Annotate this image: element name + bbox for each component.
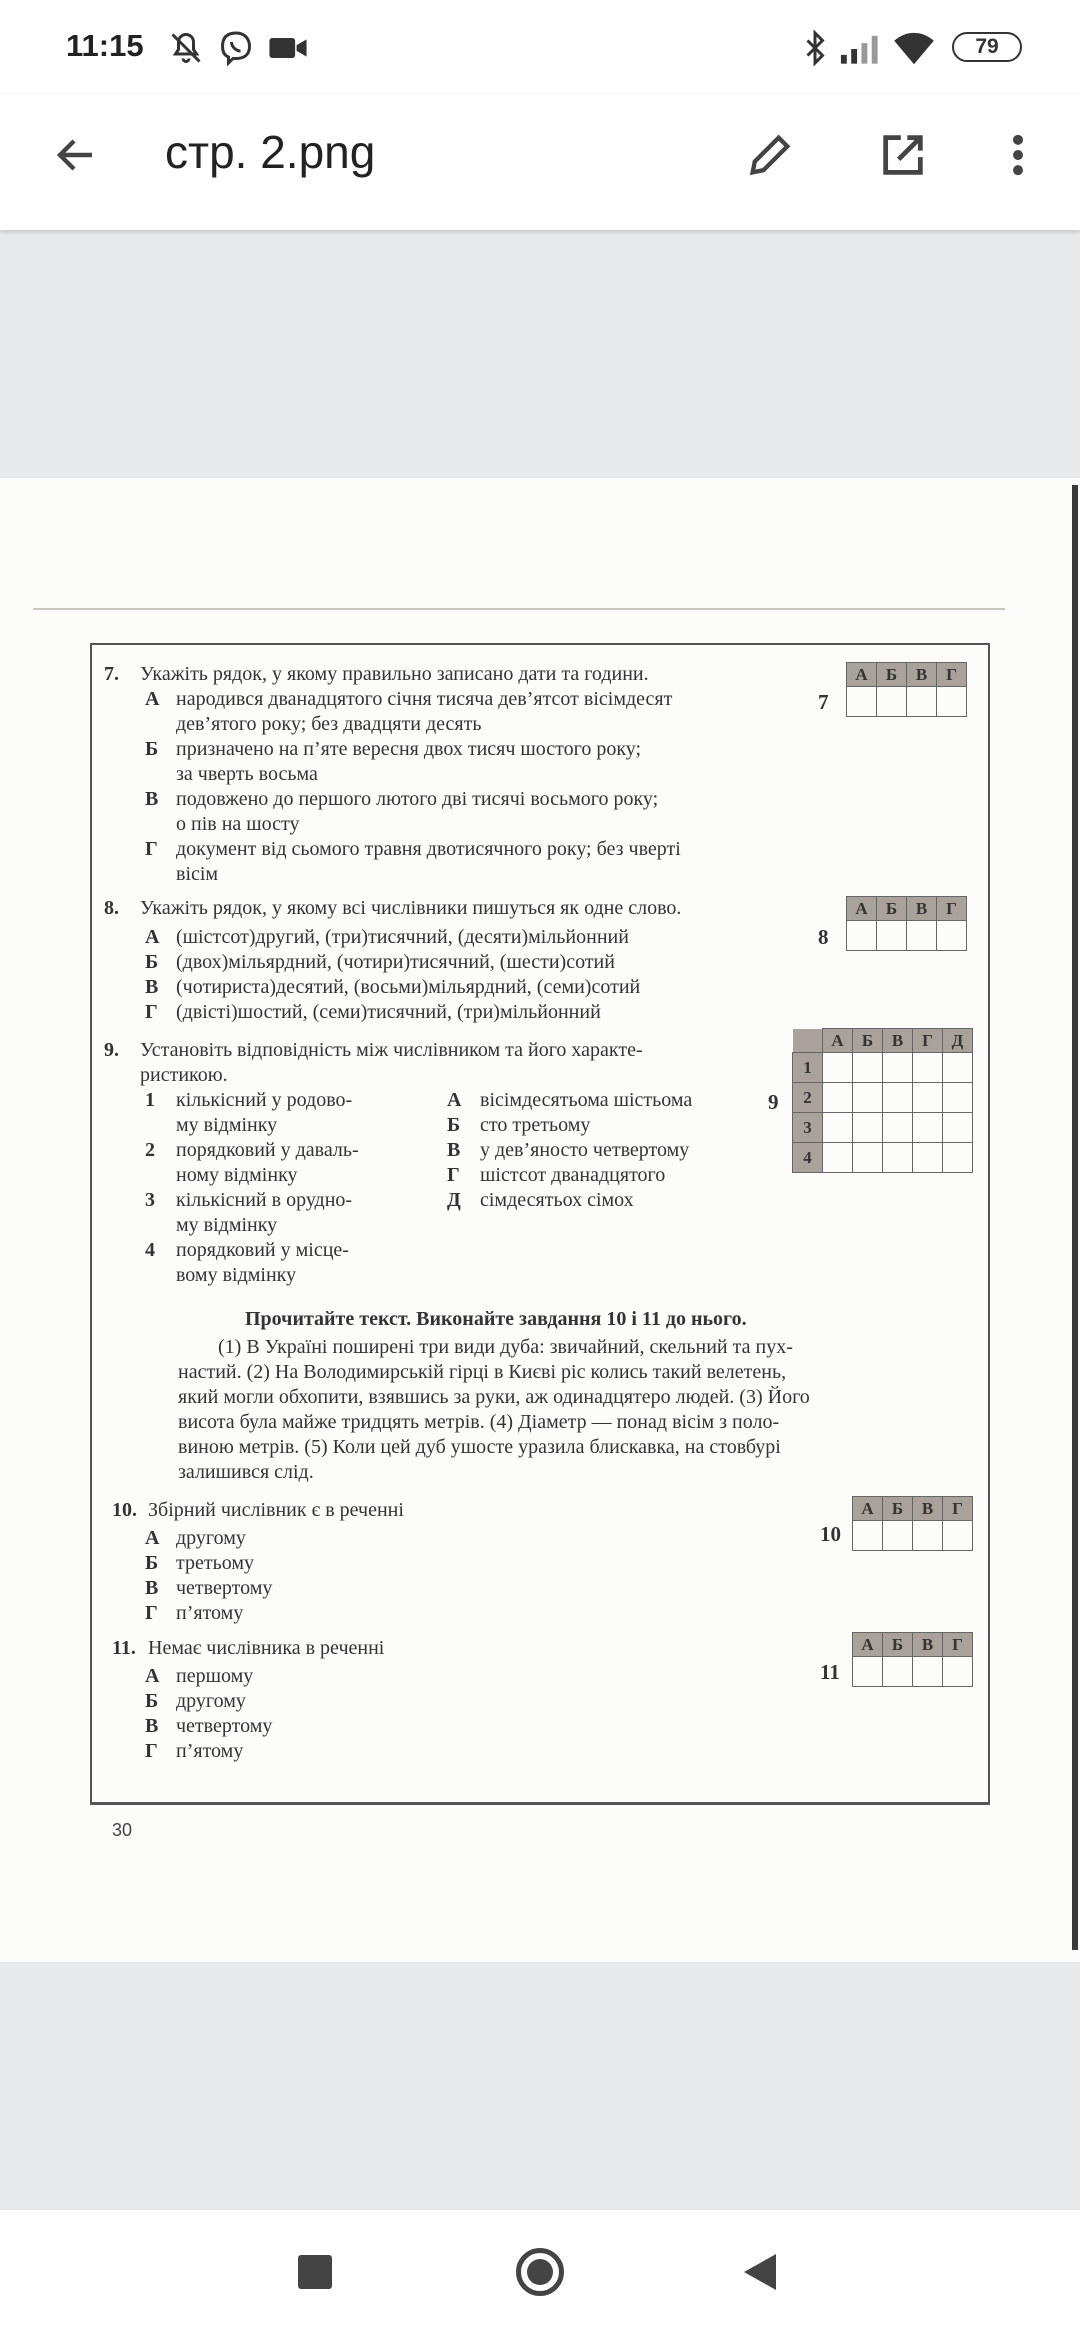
battery-level: 79 xyxy=(975,35,999,58)
question-number: 11. xyxy=(112,1637,136,1659)
answer-cell xyxy=(943,1657,973,1687)
answer-grid xyxy=(846,896,967,951)
answer-cell xyxy=(883,1143,913,1173)
page-rule xyxy=(33,608,1005,610)
option-text: порядковий у даваль- xyxy=(176,1139,359,1161)
option-text: (двох)мільярдний, (чотири)тисячний, (шести)сотий xyxy=(176,951,615,973)
option-text: у дев’яносто четвертому xyxy=(480,1139,690,1161)
option-text: вісім xyxy=(176,863,219,885)
grid-row-header: 2 xyxy=(793,1083,823,1113)
option-letter: Г xyxy=(447,1164,460,1186)
answer-cell xyxy=(943,1083,973,1113)
grid-column-header: В xyxy=(913,1497,943,1521)
answer-cell xyxy=(907,921,937,951)
option-letter: В xyxy=(145,976,159,998)
option-letter: В xyxy=(145,1715,159,1737)
answer-grid xyxy=(846,662,967,717)
option-text: п’ятому xyxy=(176,1740,244,1762)
option-letter: 3 xyxy=(145,1189,155,1211)
question-title: Збірний числівник є в реченні xyxy=(148,1499,404,1521)
grid-column-header: Б xyxy=(883,1497,913,1521)
option-text: дев’ятого року; без двадцяти десять xyxy=(176,713,482,735)
option-text: шістсот дванадцятого xyxy=(480,1164,666,1186)
option-text: першому xyxy=(176,1665,254,1687)
option-letter: Г xyxy=(145,1001,158,1023)
grid-column-header: В xyxy=(913,1633,943,1657)
grid-column-header: Б xyxy=(853,1029,883,1053)
grid-label: 8 xyxy=(818,925,829,949)
home-dot-icon xyxy=(527,2259,553,2285)
option-text: му відмінку xyxy=(176,1214,278,1236)
reading-heading: Прочитайте текст. Виконайте завдання 10 і 11 до нього. xyxy=(245,1308,747,1330)
option-text: вісімдесятьома шістьома xyxy=(480,1089,693,1111)
option-text: документ від сьомого травня двотисячного року; без чверті xyxy=(176,838,681,860)
video-camera-icon xyxy=(268,34,308,62)
option-text: (чотириста)десятий, (восьми)мільярдний, (семи)сотий xyxy=(176,976,641,998)
option-letter: А xyxy=(145,926,160,948)
option-text: народився дванадцятого січня тисяча дев’ятсот вісімдесят xyxy=(176,688,673,710)
answer-cell xyxy=(937,687,967,717)
answer-cell xyxy=(883,1083,913,1113)
grid-column-header: В xyxy=(907,663,937,687)
question-number: 10. xyxy=(112,1499,137,1521)
answer-grid xyxy=(852,1632,973,1687)
grid-column-header: В xyxy=(883,1029,913,1053)
answer-cell xyxy=(913,1113,943,1143)
grid-column-header: Г xyxy=(937,663,967,687)
option-text: другому xyxy=(176,1690,246,1712)
answer-cell xyxy=(913,1083,943,1113)
answer-cell xyxy=(847,921,877,951)
bluetooth-icon xyxy=(800,30,830,66)
reading-text-line: (1) В Україні поширені три види дуба: звичайний, скельний та пух- xyxy=(218,1336,793,1358)
answer-grid xyxy=(792,1028,973,1173)
option-letter: А xyxy=(145,688,160,710)
answer-cell xyxy=(853,1521,883,1551)
grid-column-header: В xyxy=(907,897,937,921)
grid-column-header: Г xyxy=(937,897,967,921)
option-text: подовжено до першого лютого дві тисячі восьмого року; xyxy=(176,788,659,810)
answer-cell xyxy=(853,1143,883,1173)
answer-cell xyxy=(937,921,967,951)
option-letter: 2 xyxy=(145,1139,155,1161)
viber-icon xyxy=(218,30,254,66)
answer-cell xyxy=(853,1053,883,1083)
more-options-button[interactable] xyxy=(988,125,1048,185)
grid-label: 11 xyxy=(820,1660,840,1684)
answer-cell xyxy=(943,1521,973,1551)
answer-cell xyxy=(883,1053,913,1083)
answer-cell xyxy=(913,1143,943,1173)
grid-column-header: Г xyxy=(913,1029,943,1053)
option-letter: Б xyxy=(145,738,159,760)
option-text: ному відмінку xyxy=(176,1164,298,1186)
option-letter: Г xyxy=(145,1602,158,1624)
answer-cell xyxy=(823,1113,853,1143)
option-letter: 4 xyxy=(145,1239,155,1261)
question-number: 9. xyxy=(104,1039,119,1061)
option-letter: Б xyxy=(145,1552,159,1574)
navigation-bar xyxy=(0,2210,1080,2340)
recents-button[interactable] xyxy=(298,2255,332,2289)
option-letter: А xyxy=(145,1527,160,1549)
reading-text-line: залишився слід. xyxy=(178,1461,314,1483)
open-external-icon xyxy=(877,129,929,181)
answer-cell xyxy=(883,1657,913,1687)
answer-cell xyxy=(853,1657,883,1687)
question-title: Укажіть рядок, у якому правильно записано дати та години. xyxy=(140,663,649,685)
app-bar xyxy=(0,95,1080,230)
option-letter: Д xyxy=(447,1189,461,1211)
answer-cell xyxy=(943,1143,973,1173)
option-text: за чверть восьма xyxy=(176,763,318,785)
option-text: кількісний в орудно- xyxy=(176,1189,353,1211)
reading-text-line: який могли обхопити, взявшись за руки, аж одинадцятеро людей. (3) Його xyxy=(178,1386,810,1408)
option-text: п’ятому xyxy=(176,1602,244,1624)
question-title: Укажіть рядок, у якому всі числівники пишуться як одне слово. xyxy=(140,897,682,919)
option-letter: А xyxy=(145,1665,160,1687)
answer-cell xyxy=(877,687,907,717)
option-text: третьому xyxy=(176,1552,254,1574)
answer-cell xyxy=(847,687,877,717)
answer-cell xyxy=(823,1053,853,1083)
option-letter: Г xyxy=(145,838,158,860)
option-letter: В xyxy=(145,788,159,810)
option-letter: Г xyxy=(145,1740,158,1762)
grid-row-header: 1 xyxy=(793,1053,823,1083)
option-text: сімдесятьох сімох xyxy=(480,1189,634,1211)
edit-button[interactable] xyxy=(740,125,800,185)
pencil-icon xyxy=(744,129,796,181)
answer-cell xyxy=(823,1143,853,1173)
option-letter: 1 xyxy=(145,1089,155,1111)
grid-row-header: 3 xyxy=(793,1113,823,1143)
notifications-off-icon xyxy=(168,30,204,66)
status-time: 11:15 xyxy=(66,28,144,63)
option-letter: Б xyxy=(145,951,159,973)
option-text: четвертому xyxy=(176,1715,273,1737)
open-with-button[interactable] xyxy=(873,125,933,185)
answer-cell xyxy=(877,921,907,951)
answer-cell xyxy=(913,1053,943,1083)
home-button[interactable] xyxy=(516,2248,564,2296)
question-title: Установіть відповідність між числівником та його характе- xyxy=(140,1039,643,1061)
battery-indicator xyxy=(952,32,1022,62)
status-bar xyxy=(0,0,1080,95)
file-title: стр. 2.png xyxy=(165,126,376,178)
question-title: Немає числівника в реченні xyxy=(148,1637,385,1659)
option-text: сто третьому xyxy=(480,1114,591,1136)
option-letter: В xyxy=(145,1577,159,1599)
answer-cell xyxy=(853,1083,883,1113)
signal-icon xyxy=(838,34,882,64)
answer-cell xyxy=(883,1521,913,1551)
option-text: призначено на п’яте вересня двох тисяч шостого року; xyxy=(176,738,642,760)
grid-column-header: А xyxy=(853,1633,883,1657)
option-text: кількісний у родово- xyxy=(176,1089,353,1111)
grid-label: 10 xyxy=(820,1522,841,1546)
grid-corner xyxy=(793,1029,823,1053)
option-text: о пів на шосту xyxy=(176,813,300,835)
option-text: порядковий у місце- xyxy=(176,1239,349,1261)
grid-column-header: Б xyxy=(877,663,907,687)
answer-cell xyxy=(913,1657,943,1687)
option-letter: Б xyxy=(145,1690,159,1712)
grid-label: 7 xyxy=(818,690,829,714)
question-title: ристикою. xyxy=(140,1064,228,1086)
option-letter: А xyxy=(447,1089,462,1111)
arrow-back-icon xyxy=(52,131,100,179)
back-nav-button[interactable] xyxy=(742,2252,778,2292)
reading-text-line: виною метрів. (5) Коли цей дуб ушосте уразила блискавка, на стовбурі xyxy=(178,1436,781,1458)
grid-column-header: Д xyxy=(943,1029,973,1053)
wifi-icon xyxy=(892,30,936,66)
answer-grid xyxy=(852,1496,973,1551)
option-text: (шістсот)другий, (три)тисячний, (десяти)мільйонний xyxy=(176,926,629,948)
grid-column-header: А xyxy=(823,1029,853,1053)
reading-text-line: висота була майже тридцять метрів. (4) Діаметр — понад вісім з поло- xyxy=(178,1411,780,1433)
reading-text-line: настий. (2) На Володимирській гірці в Києві ріс колись такий велетень, xyxy=(178,1361,787,1383)
grid-column-header: Г xyxy=(943,1633,973,1657)
page-number: 30 xyxy=(112,1820,133,1840)
more-vert-icon xyxy=(998,129,1038,181)
question-number: 8. xyxy=(104,897,119,919)
grid-label: 9 xyxy=(768,1090,779,1114)
answer-cell xyxy=(943,1053,973,1083)
option-text: другому xyxy=(176,1527,246,1549)
grid-column-header: Г xyxy=(943,1497,973,1521)
answer-cell xyxy=(823,1083,853,1113)
grid-row-header: 4 xyxy=(793,1143,823,1173)
grid-column-header: А xyxy=(847,663,877,687)
answer-cell xyxy=(907,687,937,717)
option-text: четвертому xyxy=(176,1577,273,1599)
answer-cell xyxy=(913,1521,943,1551)
option-text: вому відмінку xyxy=(176,1264,297,1286)
answer-cell xyxy=(853,1113,883,1143)
option-text: (двісті)шостий, (семи)тисячний, (три)мільйонний xyxy=(176,1001,601,1023)
answer-cell xyxy=(943,1113,973,1143)
question-number: 7. xyxy=(104,663,119,685)
option-letter: Б xyxy=(447,1114,461,1136)
scrollbar[interactable] xyxy=(1072,485,1078,1950)
back-button[interactable] xyxy=(46,125,106,185)
option-text: му відмінку xyxy=(176,1114,278,1136)
grid-column-header: Б xyxy=(877,897,907,921)
option-letter: В xyxy=(447,1139,461,1161)
grid-column-header: А xyxy=(853,1497,883,1521)
answer-cell xyxy=(883,1113,913,1143)
grid-column-header: А xyxy=(847,897,877,921)
grid-column-header: Б xyxy=(883,1633,913,1657)
